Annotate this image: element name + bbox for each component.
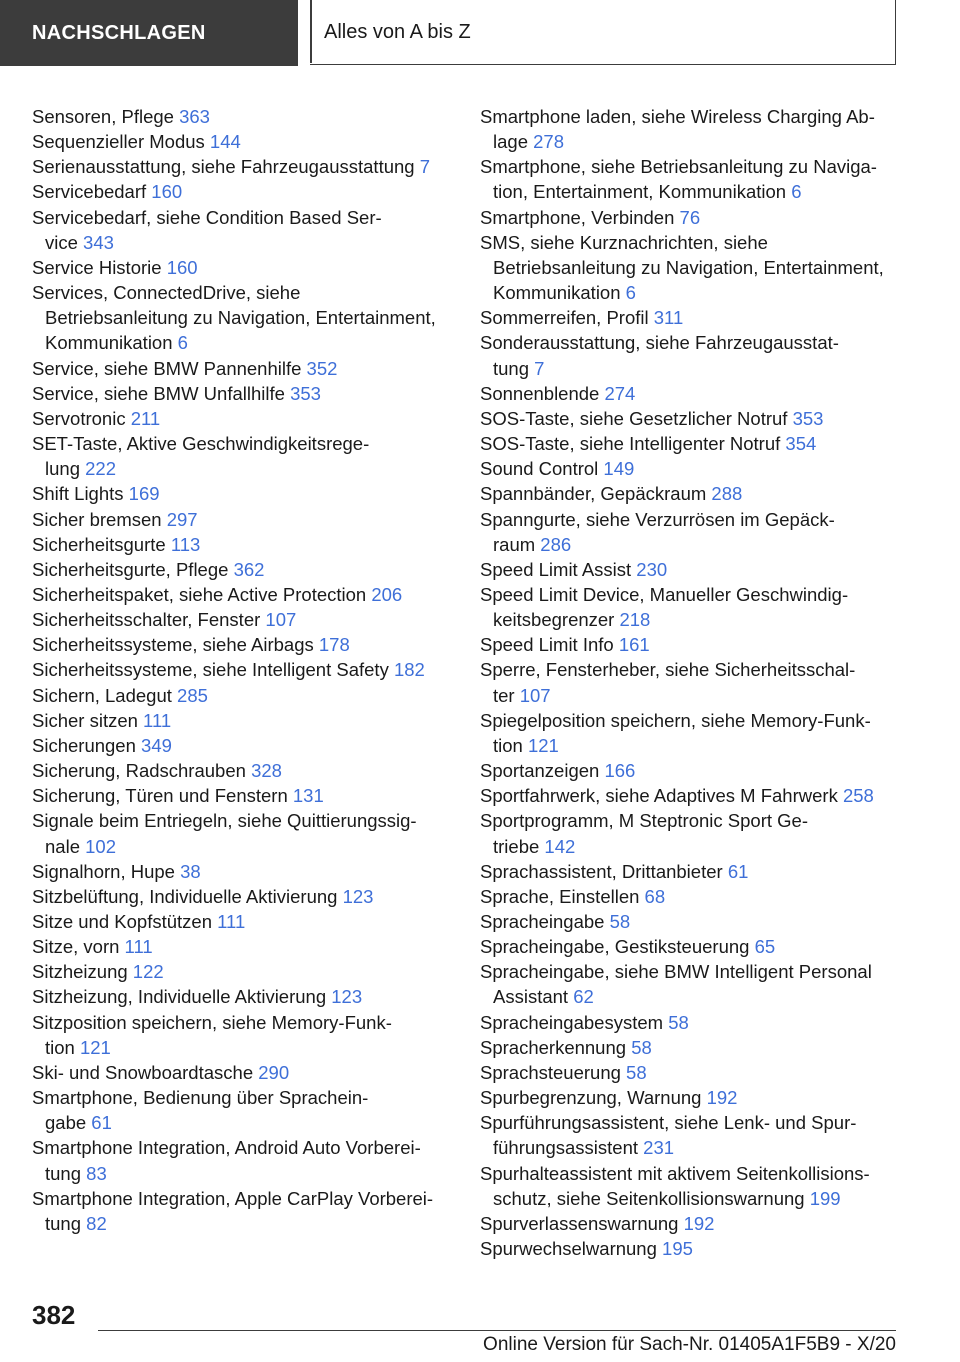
index-entry — [32, 984, 452, 1009]
index-entry — [32, 783, 452, 808]
page-reference-link[interactable]: 278 — [533, 131, 564, 153]
index-entry — [480, 1110, 900, 1160]
page-reference-link[interactable]: 192 — [683, 1212, 715, 1234]
index-entry — [480, 1010, 900, 1035]
index-entry — [480, 959, 900, 1009]
page-reference-link[interactable]: 82 — [86, 1212, 107, 1234]
index-entry-text: Spannbänder, Gepäckraum — [480, 483, 707, 505]
index-entry — [32, 909, 452, 934]
index-entry-text: tung — [45, 1162, 82, 1184]
page-reference-link[interactable]: 290 — [258, 1061, 290, 1083]
page-reference-link[interactable]: 230 — [636, 558, 668, 580]
index-entry-text: Sprache, Einstellen — [480, 885, 640, 907]
index-entry — [32, 1135, 452, 1185]
index-entry-text: Smartphone laden, siehe Wireless Charging Ab- — [480, 106, 875, 127]
index-entry-text: Betriebsanleitung zu Navigation, Entertainment, — [45, 307, 436, 329]
index-entry-text: Shift Lights — [32, 483, 124, 505]
index-entry — [480, 783, 900, 808]
page-reference-link[interactable]: 352 — [306, 357, 338, 379]
page-reference-link[interactable]: 211 — [130, 407, 161, 429]
index-entry — [480, 582, 900, 632]
page-reference-link[interactable]: 231 — [643, 1137, 675, 1159]
page-reference-link[interactable]: 206 — [371, 583, 403, 605]
page-reference-link[interactable]: 195 — [662, 1238, 693, 1260]
index-entry-text: Sicher sitzen — [32, 709, 138, 731]
index-column-right — [480, 104, 900, 1261]
page-reference-link[interactable]: 311 — [653, 307, 684, 329]
index-entry-text: Sprachsteuerung — [480, 1061, 621, 1083]
page-reference-link[interactable]: 6 — [625, 282, 636, 304]
index-entry-text: vice — [45, 231, 78, 253]
page-reference-link[interactable]: 285 — [177, 684, 208, 706]
index-entry-text: Spracheingabe, siehe BMW Intelligent Personal — [480, 961, 872, 983]
page-reference-link[interactable]: 111 — [217, 911, 246, 932]
index-column-left — [32, 104, 452, 1236]
index-entry-text: Speed Limit Info — [480, 634, 614, 656]
index-entry — [32, 104, 452, 129]
index-entry — [480, 230, 900, 305]
page-reference-link[interactable]: 218 — [619, 609, 651, 631]
index-entry-text: Spurführungsassistent, siehe Lenk- und Spur- — [480, 1112, 857, 1134]
index-entry-text: Smartphone, siehe Betriebsanleitung zu Naviga- — [480, 156, 877, 178]
page-reference-link[interactable]: 178 — [318, 634, 350, 656]
index-entry — [32, 532, 452, 557]
index-entry-text: ter — [493, 684, 515, 706]
index-entry — [480, 859, 900, 884]
index-entry — [480, 557, 900, 582]
index-entry-text: Sicher bremsen — [32, 508, 162, 530]
index-entry-text: Sportfahrwerk, siehe Adaptives M Fahrwerk — [480, 785, 838, 807]
index-entry — [32, 205, 452, 255]
page-reference-link[interactable]: 111 — [124, 936, 153, 958]
index-entry-text: Spurwechselwarnung — [480, 1238, 657, 1260]
index-entry-text: Smartphone, Verbinden — [480, 206, 675, 228]
index-entry — [480, 708, 900, 758]
index-entry-text: Sicherheitssysteme, siehe Intelligent Safety — [32, 659, 389, 681]
index-entry-text: Spracheingabe, Gestiksteuerung — [480, 936, 750, 958]
index-entry-text: Sicherheitspaket, siehe Active Protection — [32, 583, 367, 605]
index-entry-text: Smartphone Integration, Android Auto Vorberei- — [32, 1137, 421, 1159]
index-entry-text: Service, siehe BMW Pannenhilfe — [32, 357, 302, 379]
page-reference-link[interactable]: 83 — [86, 1162, 107, 1184]
index-entry-text: Spurhalteassistent mit aktivem Seitenkollisions- — [480, 1162, 870, 1184]
page-reference-link[interactable]: 363 — [179, 106, 210, 127]
index-entry-text: Sportanzeigen — [480, 760, 600, 782]
page-reference-link[interactable]: 61 — [91, 1112, 112, 1134]
page-reference-link[interactable]: 121 — [79, 1036, 111, 1058]
index-entry-text: triebe — [493, 835, 540, 857]
page-reference-link[interactable]: 107 — [519, 684, 551, 706]
index-entry-text: Sicherheitsgurte, Pflege — [32, 558, 229, 580]
index-entry-text: Serienausstattung, siehe Fahrzeugausstattung — [32, 156, 415, 178]
index-entry — [32, 708, 452, 733]
page-reference-link[interactable]: 343 — [83, 231, 114, 253]
index-entry — [32, 356, 452, 381]
index-entry-text: Kommunikation — [493, 282, 621, 304]
footer-online-version: Online Version für Sach-Nr. 01405A1F5B9 - X/20 — [483, 1334, 896, 1355]
index-entry-text: Spanngurte, siehe Verzurrösen im Gepäck- — [480, 508, 835, 530]
index-entry-text: schutz, siehe Seitenkollisionswarnung — [493, 1187, 805, 1209]
index-entry-text: tion, Entertainment, Kommunikation — [493, 181, 787, 203]
page-reference-link[interactable]: 328 — [251, 760, 282, 782]
index-entry — [32, 959, 452, 984]
page-reference-link[interactable]: 58 — [668, 1011, 689, 1033]
index-entry-text: Sperre, Fensterheber, siehe Sicherheitsschal- — [480, 659, 856, 681]
index-entry-text: Sonderausstattung, siehe Fahrzeugausstat- — [480, 332, 839, 354]
index-entry-text: gabe — [45, 1112, 87, 1134]
index-entry — [480, 1035, 900, 1060]
index-entry — [32, 884, 452, 909]
page-reference-link[interactable]: 274 — [604, 382, 636, 404]
page-reference-link[interactable]: 61 — [727, 860, 749, 882]
page-reference-link[interactable]: 58 — [609, 911, 631, 932]
page-reference-link[interactable]: 121 — [527, 734, 559, 756]
index-entry — [480, 1211, 900, 1236]
page-reference-link[interactable]: 7 — [419, 156, 431, 178]
page-reference-link[interactable]: 111 — [143, 709, 172, 731]
index-entry — [480, 632, 900, 657]
index-entry-text: Kommunikation — [45, 332, 173, 354]
index-entry — [32, 607, 452, 632]
index-entry — [480, 1236, 900, 1261]
page-reference-link[interactable]: 123 — [331, 986, 363, 1008]
index-entry-text: lage — [493, 131, 528, 153]
index-entry-text: Servicebedarf, siehe Condition Based Ser- — [32, 206, 382, 228]
index-entry-text: Sound Control — [480, 458, 599, 480]
index-entry-text: Sicherheitsschalter, Fenster — [32, 609, 261, 631]
index-entry — [480, 808, 900, 858]
index-entry — [32, 557, 452, 582]
index-entry-text: Spracheingabesystem — [480, 1011, 664, 1033]
index-entry — [32, 154, 452, 179]
index-entry-text: Sitze und Kopfstützen — [32, 911, 212, 932]
page-reference-link[interactable]: 38 — [180, 860, 201, 882]
page-reference-link[interactable]: 76 — [679, 206, 701, 228]
index-entry-text: Sommerreifen, Profil — [480, 307, 649, 329]
index-entry-text: Sequenzieller Modus — [32, 131, 205, 153]
page-reference-link[interactable]: 354 — [785, 433, 817, 455]
index-entry — [480, 456, 900, 481]
index-entry-text: Sicherheitsgurte — [32, 533, 166, 555]
index-entry-text: Assistant — [493, 986, 569, 1008]
index-entry-text: Sicherung, Türen und Fenstern — [32, 785, 288, 807]
chapter-title: Alles von A bis Z — [324, 21, 471, 43]
index-entry-text: Sicherung, Radschrauben — [32, 760, 246, 782]
index-entry-text: tung — [45, 1212, 82, 1234]
index-entry-text: Smartphone, Bedienung über Sprachein- — [32, 1087, 369, 1109]
page-reference-link[interactable]: 123 — [342, 885, 374, 907]
page-reference-link[interactable]: 65 — [754, 936, 776, 958]
index-entry-text: Sitzheizung, Individuelle Aktivierung — [32, 986, 327, 1008]
index-entry — [32, 1010, 452, 1060]
index-entry-text: SMS, siehe Kurznachrichten, siehe — [480, 231, 768, 253]
footer-divider — [98, 1330, 896, 1331]
index-entry — [32, 1186, 452, 1236]
index-entry-text: Signalhorn, Hupe — [32, 860, 175, 882]
index-entry-text: Sitzposition speichern, siehe Memory-Funk- — [32, 1011, 392, 1033]
index-entry-text: Servotronic — [32, 407, 126, 429]
page-reference-link[interactable]: 149 — [603, 458, 635, 480]
index-entry-text: Sitzbelüftung, Individuelle Aktivierung — [32, 885, 338, 907]
page-reference-link[interactable]: 288 — [711, 483, 743, 505]
index-entry-text: Service Historie — [32, 256, 162, 278]
page-reference-link[interactable]: 222 — [85, 458, 116, 480]
page-reference-link[interactable]: 113 — [170, 533, 201, 555]
index-entry-text: Servicebedarf — [32, 181, 147, 203]
index-entry-text: Betriebsanleitung zu Navigation, Entertainment, — [493, 256, 884, 278]
index-entry-text: Services, ConnectedDrive, siehe — [32, 282, 301, 304]
index-entry-text: Sprachassistent, Drittanbieter — [480, 860, 723, 882]
index-entry — [480, 481, 900, 506]
index-entry — [480, 909, 900, 934]
index-entry — [32, 582, 452, 607]
page-reference-link[interactable]: 142 — [544, 835, 576, 857]
page-reference-link[interactable]: 68 — [644, 885, 666, 907]
page-reference-link[interactable]: 58 — [631, 1036, 652, 1058]
index-entry — [32, 657, 452, 682]
index-entry — [32, 280, 452, 355]
index-entry — [32, 1060, 452, 1085]
index-entry — [480, 406, 900, 431]
index-entry-text: Sitze, vorn — [32, 936, 120, 958]
page-reference-link[interactable]: 131 — [292, 785, 324, 807]
chapter-box — [310, 0, 896, 65]
index-entry-text: SOS-Taste, siehe Intelligenter Notruf — [480, 433, 781, 455]
index-entry-text: keitsbegrenzer — [493, 609, 615, 631]
index-entry-text: Sportprogramm, M Steptronic Sport Ge- — [480, 810, 808, 832]
index-entry-text: Spurverlassenswarnung — [480, 1212, 679, 1234]
index-entry — [32, 683, 452, 708]
index-entry — [32, 381, 452, 406]
section-tab: NACHSCHLAGEN — [0, 0, 298, 66]
index-entry — [32, 481, 452, 506]
index-entry-text: Spurbegrenzung, Warnung — [480, 1087, 702, 1109]
page-reference-link[interactable]: 353 — [290, 382, 321, 404]
index-entry — [32, 808, 452, 858]
index-entry-text: tung — [493, 357, 530, 379]
index-entry — [32, 179, 452, 204]
index-entry — [480, 758, 900, 783]
index-entry — [480, 507, 900, 557]
index-entry — [32, 758, 452, 783]
index-entry-text: Ski- und Snowboardtasche — [32, 1061, 254, 1083]
page-reference-link[interactable]: 192 — [706, 1087, 738, 1109]
index-entry — [32, 255, 452, 280]
index-entry — [480, 657, 900, 707]
index-entry-text: Sitzheizung — [32, 961, 128, 983]
index-entry-text: Sicherheitssysteme, siehe Airbags — [32, 634, 314, 656]
index-entry — [32, 934, 452, 959]
page-reference-link[interactable]: 349 — [141, 734, 172, 756]
index-entry — [480, 104, 900, 154]
index-entry — [32, 129, 452, 154]
index-entry — [32, 859, 452, 884]
index-entry — [480, 154, 900, 204]
index-entry-text: raum — [493, 533, 536, 555]
index-entry-text: Spiegelposition speichern, siehe Memory-Funk- — [480, 709, 871, 731]
index-entry — [480, 381, 900, 406]
index-entry-text: Sensoren, Pflege — [32, 106, 174, 127]
page-number: 382 — [32, 1300, 76, 1330]
index-entry-text: Signale beim Entriegeln, siehe Quittierungssig- — [32, 810, 417, 832]
index-entry — [480, 305, 900, 330]
index-entry-text: Speed Limit Device, Manueller Geschwindig- — [480, 583, 849, 605]
page-reference-link[interactable]: 199 — [809, 1187, 841, 1209]
page-reference-link[interactable]: 102 — [85, 835, 116, 857]
index-entry — [32, 632, 452, 657]
index-entry-text: SET-Taste, Aktive Geschwindigkeitsrege- — [32, 433, 370, 455]
page-reference-link[interactable]: 258 — [842, 785, 874, 807]
index-entry-text: SOS-Taste, siehe Gesetzlicher Notruf — [480, 407, 788, 429]
index-entry — [480, 884, 900, 909]
page-header — [0, 0, 896, 66]
index-entry — [32, 733, 452, 758]
page-reference-link[interactable]: 297 — [166, 508, 198, 530]
index-entry-text: lung — [45, 458, 80, 480]
index-entry — [480, 330, 900, 380]
page-reference-link[interactable]: 353 — [792, 407, 824, 429]
index-entry-text: Speed Limit Assist — [480, 558, 632, 580]
index-entry — [480, 1085, 900, 1110]
index-entry-text: Sicherungen — [32, 734, 136, 756]
page-reference-link[interactable]: 7 — [534, 357, 545, 379]
index-entry-text: führungsassistent — [493, 1137, 639, 1159]
index-entry — [32, 406, 452, 431]
index-entry-text: Spracheingabe — [480, 911, 605, 932]
page-reference-link[interactable]: 144 — [209, 131, 241, 153]
index-entry-text: nale — [45, 835, 80, 857]
page-reference-link[interactable]: 362 — [233, 558, 265, 580]
index-entry-text: tion — [45, 1036, 75, 1058]
index-entry — [32, 1085, 452, 1135]
page-reference-link[interactable]: 58 — [626, 1061, 647, 1083]
index-entry-text: Spracherkennung — [480, 1036, 627, 1058]
page-reference-link[interactable]: 107 — [265, 609, 297, 631]
index-entry — [480, 205, 900, 230]
index-entry-text: Smartphone Integration, Apple CarPlay Vorberei- — [32, 1187, 434, 1209]
page-reference-link[interactable]: 160 — [151, 181, 183, 203]
index-entry-text: Sonnenblende — [480, 382, 600, 404]
index-entry-text: tion — [493, 734, 523, 756]
page-reference-link[interactable]: 6 — [177, 332, 188, 354]
index-entry — [480, 1161, 900, 1211]
page-reference-link[interactable]: 160 — [166, 256, 198, 278]
page-reference-link[interactable]: 169 — [128, 483, 160, 505]
page-reference-link[interactable]: 286 — [540, 533, 572, 555]
page-reference-link[interactable]: 161 — [618, 634, 650, 656]
index-entry — [480, 1060, 900, 1085]
index-entry-text: Sichern, Ladegut — [32, 684, 172, 706]
index-entry-text: Service, siehe BMW Unfallhilfe — [32, 382, 285, 404]
page-reference-link[interactable]: 122 — [132, 961, 164, 983]
page-reference-link[interactable]: 6 — [791, 181, 802, 203]
index-entry — [480, 431, 900, 456]
page-reference-link[interactable]: 182 — [393, 659, 425, 681]
index-entry — [32, 507, 452, 532]
index-entry — [32, 431, 452, 481]
page-reference-link[interactable]: 166 — [604, 760, 636, 782]
page-reference-link[interactable]: 62 — [573, 986, 594, 1008]
index-entry — [480, 934, 900, 959]
